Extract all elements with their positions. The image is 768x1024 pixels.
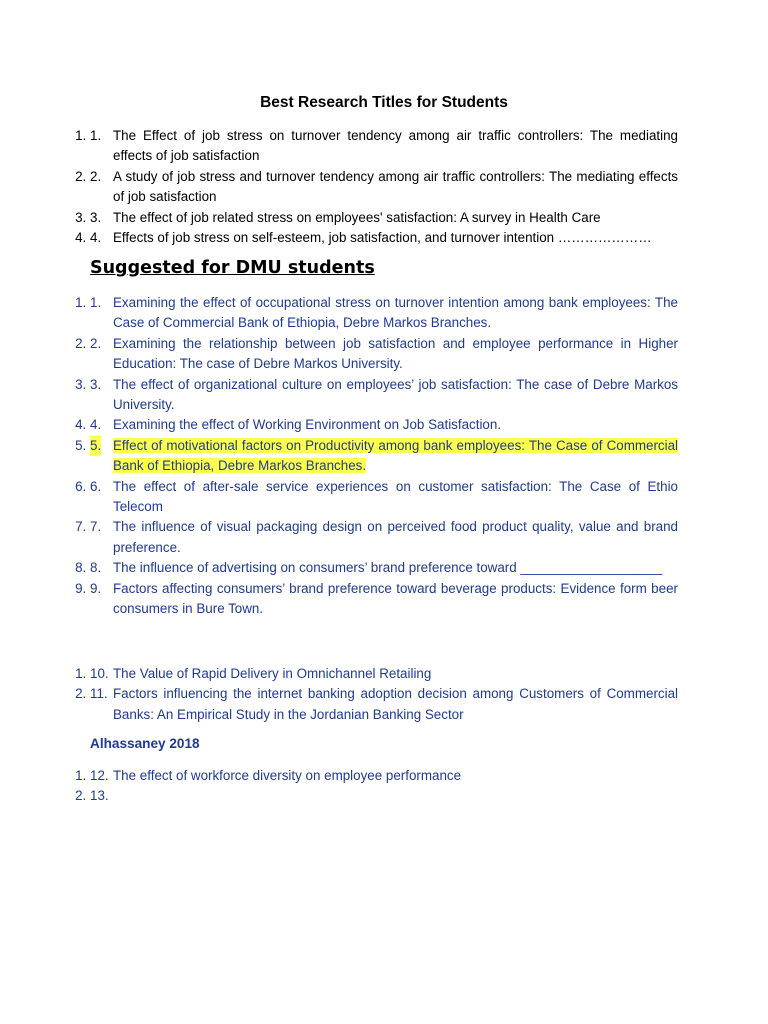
item-number: 2. 11.: [90, 686, 108, 702]
item-text: The Effect of job stress on turnover tendency among air traffic controllers: The mediating effects of job satisfaction: [113, 128, 678, 164]
item-text: The influence of visual packaging design on perceived food product quality, value and brand preference.: [113, 519, 678, 555]
list-item: [90, 126, 678, 167]
item-text: Examining the relationship between job satisfaction and employee performance in Higher Education: The case of Debre Markos University.: [113, 335, 678, 372]
item-text: The effect of workforce diversity on employee performance: [113, 768, 462, 783]
item-number: 6. 6.: [90, 478, 102, 494]
list-item-highlighted: [90, 436, 678, 477]
item-number: 5. 5.: [90, 436, 101, 456]
list-item: [90, 517, 678, 558]
list-item: [90, 167, 678, 208]
list-item: [90, 293, 678, 334]
item-text: Factors influencing the internet banking adoption decision among Customers of Commercial Banks: An Empirical Study in the Jordanian Banking Sector: [113, 686, 678, 722]
item-text: Factors affecting consumers’ brand preference toward beverage products: Evidence form beer consumers in Bure Town.: [113, 580, 678, 617]
item-number: 9. 9.: [90, 580, 102, 596]
list-item: [90, 766, 678, 786]
item-text: The influence of advertising on consumers’ brand preference toward ___________________: [113, 560, 662, 576]
alhassaney-titles-list: [90, 766, 678, 807]
item-number: 7. 7.: [90, 519, 102, 535]
section-heading-alhassaney: Alhassaney 2018: [90, 736, 200, 751]
section-heading-dmu: Suggested for DMU students: [90, 258, 375, 278]
list-item: [90, 786, 678, 806]
item-text: Effect of motivational factors on Productivity among bank employees: The Case of Commercial Bank of Ethiopia, Debre Markos Branches.: [113, 437, 678, 474]
page-title: Best Research Titles for Students: [260, 94, 508, 111]
list-item: [90, 664, 678, 684]
item-number: 1. 1.: [90, 295, 102, 310]
dmu-titles-list: [90, 293, 678, 620]
item-number: 3. 3.: [90, 209, 102, 225]
list-item: [90, 228, 678, 248]
item-text: Examining the effect of Working Environment on Job Satisfaction.: [113, 417, 502, 433]
item-number: 4. 4.: [90, 230, 102, 246]
item-number: 4. 4.: [90, 417, 102, 433]
item-text: The effect of organizational culture on employees’ job satisfaction: The case of Debre Markos University.: [113, 376, 678, 413]
extra-titles-list: [90, 664, 678, 725]
item-text: The effect of job related stress on employees' satisfaction: A survey in Health Care: [113, 209, 601, 225]
list-item: [90, 684, 678, 725]
item-number: 2. 2.: [90, 168, 102, 184]
item-text: The Value of Rapid Delivery in Omnichannel Retailing: [113, 666, 432, 681]
item-text: The effect of after-sale service experiences on customer satisfaction: The Case of Ethio Telecom: [113, 478, 678, 515]
item-text: Effects of job stress on self-esteem, job satisfaction, and turnover intention …………………: [113, 230, 652, 246]
list-item: [90, 477, 678, 518]
item-number: 2. 13.: [90, 788, 109, 804]
list-item: [90, 208, 678, 228]
item-text: A study of job stress and turnover tendency among air traffic controllers: The mediating effects of job satisfaction: [113, 168, 678, 205]
item-text: Examining the effect of occupational stress on turnover intention among bank employees: The Case of Commercial Bank of Ethiopia, Debre Markos Branches.: [113, 295, 678, 331]
item-number: 1. 10.: [90, 666, 109, 681]
item-number: 1. 1.: [90, 128, 102, 143]
item-number: 1. 12.: [90, 768, 109, 783]
item-number: 8. 8.: [90, 560, 102, 576]
list-item: [90, 558, 678, 578]
item-number: 3. 3.: [90, 376, 102, 392]
list-item: [90, 375, 678, 416]
list-item: [90, 579, 678, 620]
item-number: 2. 2.: [90, 335, 102, 351]
list-item: [90, 334, 678, 375]
list-item: [90, 415, 678, 435]
best-titles-list: [90, 126, 678, 248]
